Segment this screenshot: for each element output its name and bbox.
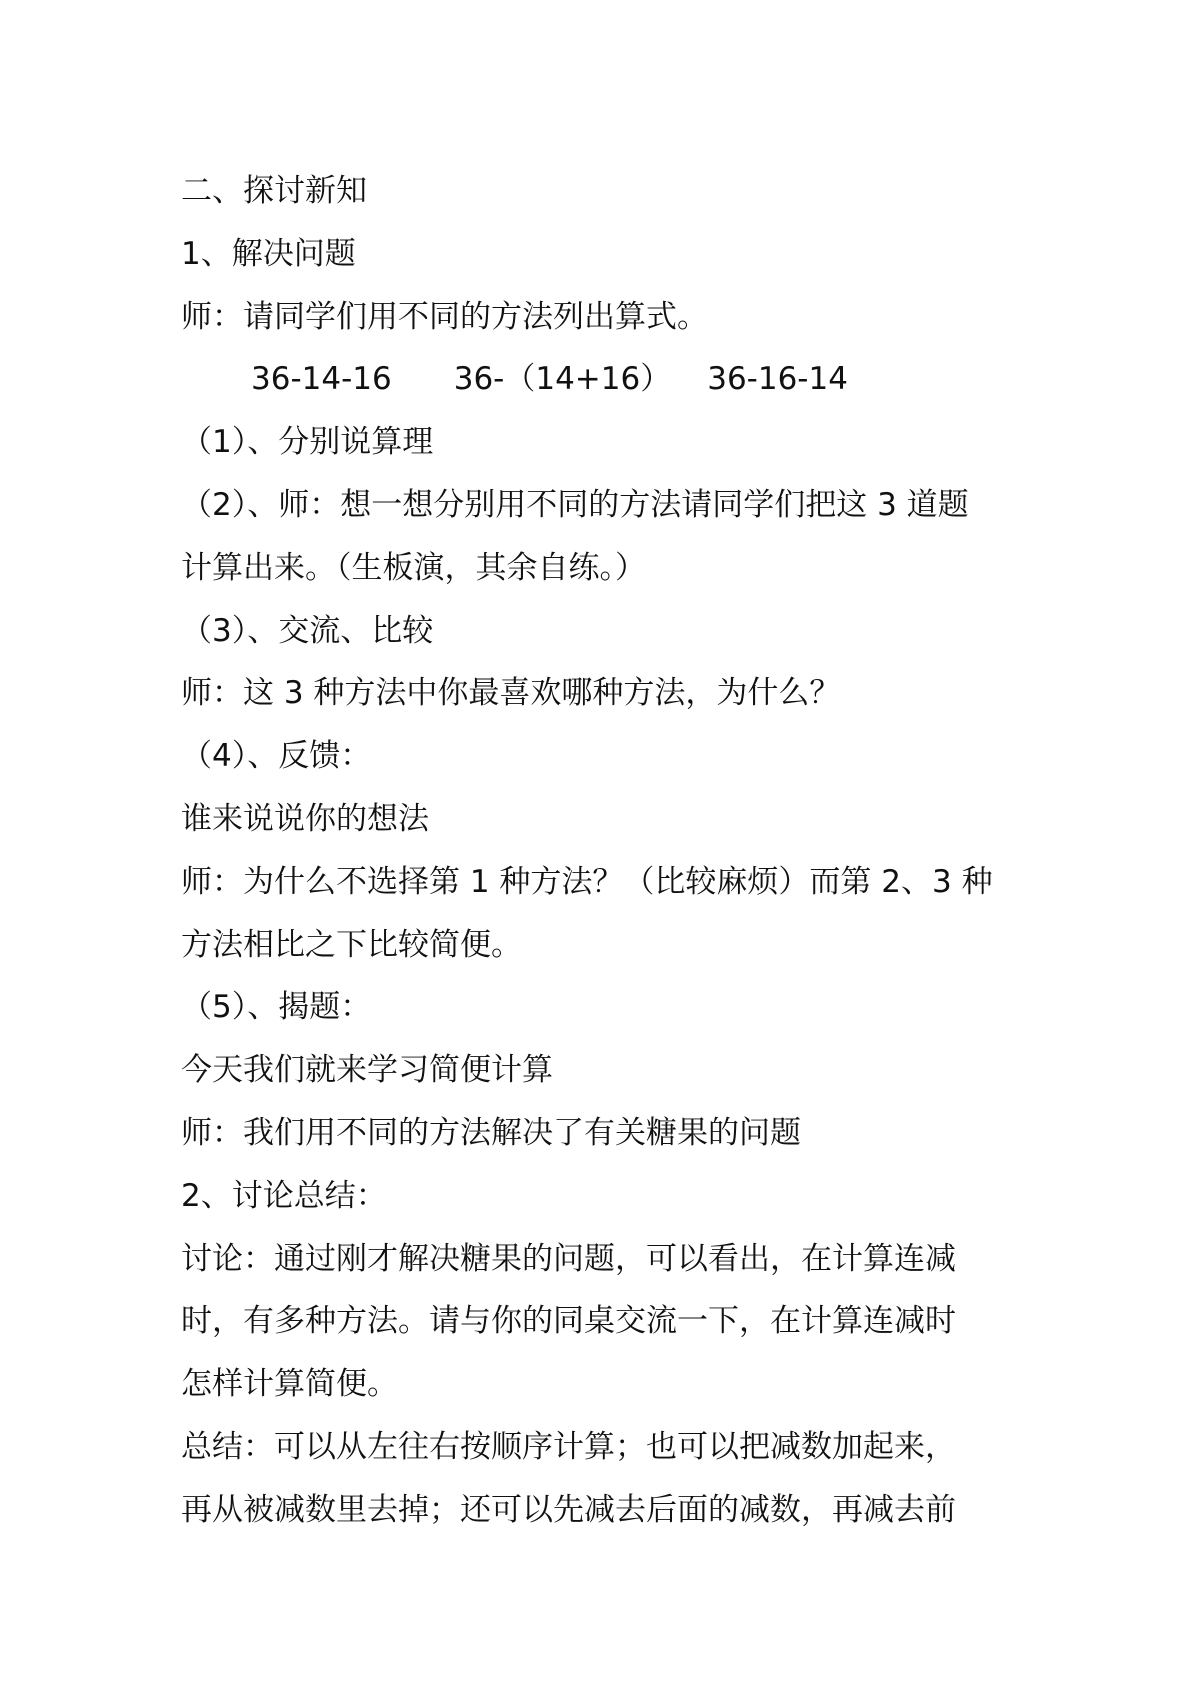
paragraph: 师：我们用不同的方法解决了有关糖果的问题	[181, 1114, 801, 1151]
paragraph: （1）、分别说算理	[181, 424, 434, 461]
paragraph: （2）、师：想一想分别用不同的方法请同学们把这 3 道题	[181, 486, 969, 523]
section-heading: 二、探讨新知	[181, 173, 367, 209]
paragraph: 怎样计算简便。	[181, 1366, 398, 1403]
paragraph: （5）、揭题：	[181, 989, 372, 1026]
paragraph: 讨论：通过刚才解决糖果的问题，可以看出，在计算连减	[181, 1240, 956, 1277]
formula-2: 36-（14+16）	[453, 361, 672, 398]
paragraph: 方法相比之下比较简便。	[181, 926, 522, 963]
formula-row	[181, 348, 1021, 411]
subsection-heading: 2、讨论总结：	[181, 1177, 387, 1214]
paragraph: 师：请同学们用不同的方法列出算式。	[181, 298, 708, 335]
paragraph: （4）、反馈：	[181, 738, 372, 775]
subsection-heading: 1、解决问题	[181, 235, 356, 272]
paragraph: 谁来说说你的想法	[181, 800, 429, 837]
formula-1: 36-14-16	[251, 361, 392, 398]
paragraph: （3）、交流、比较	[181, 612, 434, 649]
paragraph: 计算出来。（生板演，其余自练。）	[181, 549, 646, 586]
paragraph: 时，有多种方法。请与你的同桌交流一下，在计算连减时	[181, 1303, 956, 1340]
paragraph: 师：这 3 种方法中你最喜欢哪种方法，为什么？	[181, 675, 841, 712]
paragraph: 总结：可以从左往右按顺序计算；也可以把减数加起来，	[181, 1428, 956, 1465]
formula-3: 36-16-14	[707, 361, 848, 398]
paragraph: 今天我们就来学习简便计算	[181, 1052, 553, 1089]
document-body	[181, 160, 1021, 1542]
paragraph: 再从被减数里去掉；还可以先减去后面的减数，再减去前	[181, 1491, 956, 1528]
paragraph: 师：为什么不选择第 1 种方法？（比较麻烦）而第 2、3 种	[181, 863, 993, 900]
